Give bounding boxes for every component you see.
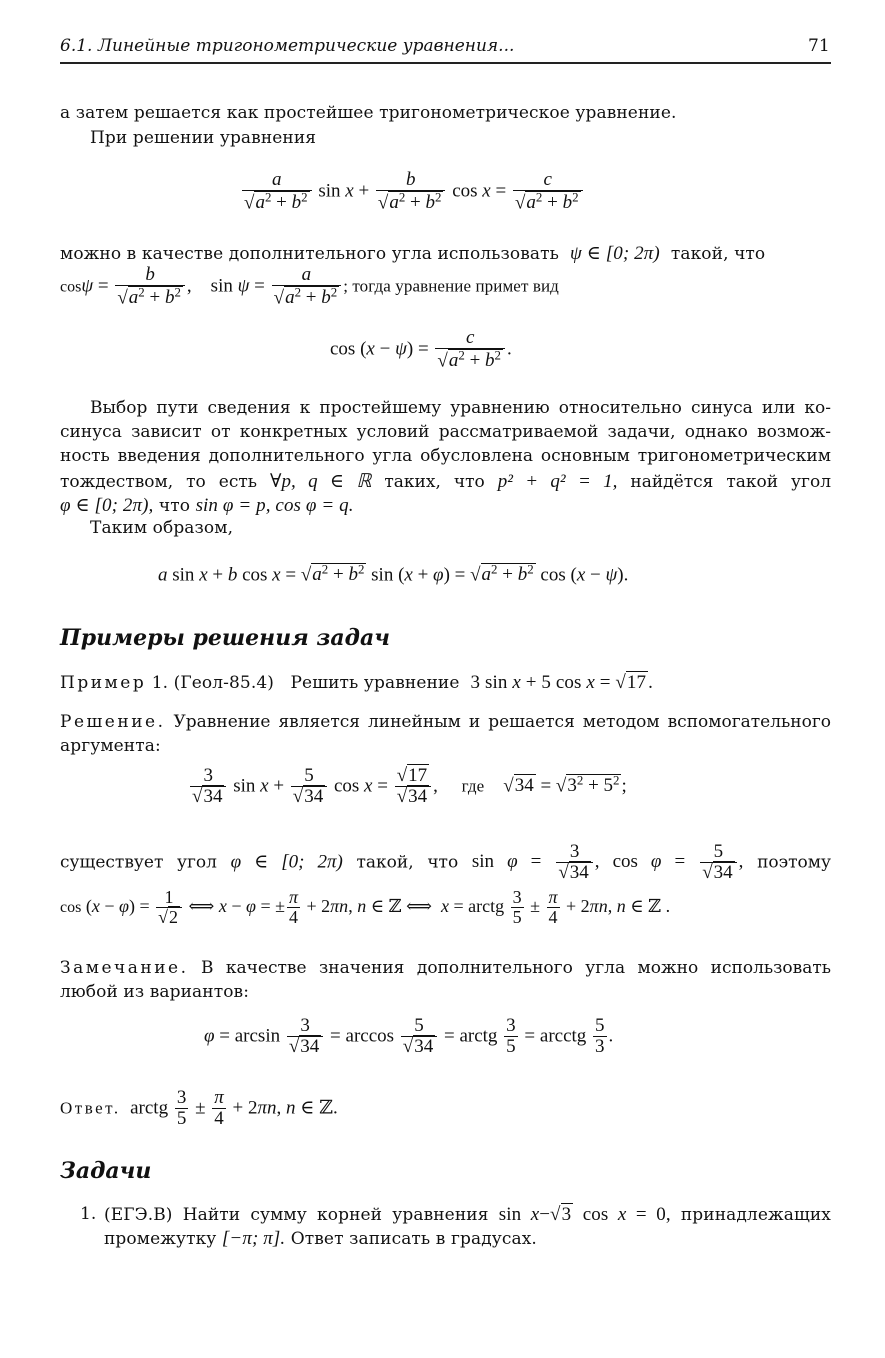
paragraph-line: синуса зависит от конкретных условий рассматриваемой задачи, однако возмож-	[60, 422, 831, 442]
task-1-line: (ЕГЭ.В) Найти сумму корней уравнения sin x−√3 cos x = 0, принадлежащих	[104, 1204, 831, 1225]
text-line: можно в качестве дополнительного угла использовать ψ ∈ [0; 2π) такой, что	[60, 243, 766, 264]
paragraph-line: тождеством, то есть ∀p, q ∈ ℝ таких, что p² + q² = 1, найдётся такой угол	[60, 471, 832, 492]
section-heading: Задачи	[60, 1158, 152, 1184]
remark-line: Замечание. В качестве значения дополнительного угла можно использовать	[60, 958, 831, 978]
remark-line: любой из вариантов:	[60, 982, 250, 1002]
paragraph-line: ность введения дополнительного угла обусловлена основным тригонометрическим	[60, 446, 831, 466]
solution-equation-1: $\frac{3}{√34}$ sin x + $\frac{5}{√34}$ cos x = $\frac{√17}{√34}$ , где $√34 = √3^2 + 5^2$ ;	[192, 765, 627, 807]
task-1-line: промежутку [−π; π]. Ответ записать в градусах.	[104, 1228, 537, 1249]
paragraph-line: Выбор пути сведения к простейшему уравнению относительно синуса или ко-	[90, 398, 831, 418]
answer-line: Ответ. arctg $\frac{3}{5}$ ± $\frac{\pi}{4}$ + 2πn, n ∈ ℤ.	[60, 1087, 338, 1129]
text-line: а затем решается как простейшее тригонометрическое уравнение.	[60, 103, 677, 123]
task-number: 1.	[80, 1204, 97, 1224]
solution-equation-2: cos (x − φ) = $\frac{1}{√2}$ ⟺ x − φ = ± $\frac{\pi}{4}$ + 2πn, n ∈ ℤ ⟺ x = arctg $\frac{3}{5}$ ± $\frac{\pi}{4}$ + 2πn, n ∈ ℤ .	[60, 887, 671, 927]
psi-definitions: cosψ = $\frac{b}{√a^2 + b^2}$ , sin ψ = $\frac{a}{√a^2 + b^2}$ ; тогда уравнение примет вид	[60, 264, 559, 309]
section-heading: Примеры решения задач	[60, 625, 390, 651]
page-number: 71	[808, 36, 830, 56]
solution-line: аргумента:	[60, 736, 161, 756]
solution-line: Решение. Уравнение является линейным и решается методом вспомогательного	[60, 712, 831, 732]
equation-3: a sin x + b $\cos x = √a^2 + b^2$ $\sin (x + \varphi) = √a^2 + b^2$ cos (x − ψ).	[158, 562, 629, 586]
eq1-text	[0, 0, 1, 1]
text-line: При решении уравнения	[90, 128, 317, 148]
text-line: Таким образом,	[90, 518, 234, 538]
header-rule	[60, 62, 831, 64]
running-header: 6.1. Линейные тригонометрические уравнения...	[60, 36, 515, 56]
remark-equation: φ = arcsin $\frac{3}{√34}$ = arccos $\frac{5}{√34}$ = arctg $\frac{3}{5}$ = arcctg $\frac{5}{3}$ .	[204, 1015, 614, 1057]
equation-2: cos (x − ψ) = $\frac{c}{√a^2 + b^2}$ .	[330, 327, 512, 372]
example-1: Пример 1. (Геол-85.4) Решить уравнение 3 sin x + 5 cos x = √17 .	[60, 672, 653, 693]
solution-line: существует угол φ ∈ [0; 2π) такой, что sin φ = $\frac{3}{√34}$ , cos φ = $\frac{5}{√34}$ , поэтому	[60, 841, 832, 883]
formula-text-store	[0, 0, 1, 1]
paragraph-line: φ ∈ [0; 2π), что sin φ = p, cos φ = q.	[60, 495, 354, 516]
equation-1: $\frac{a}{√a^2 + b^2}$ sin x + $\frac{b}{√a^2 + b^2}$ cos x = $\frac{c}{√a^2 + b^2}$	[240, 170, 585, 214]
